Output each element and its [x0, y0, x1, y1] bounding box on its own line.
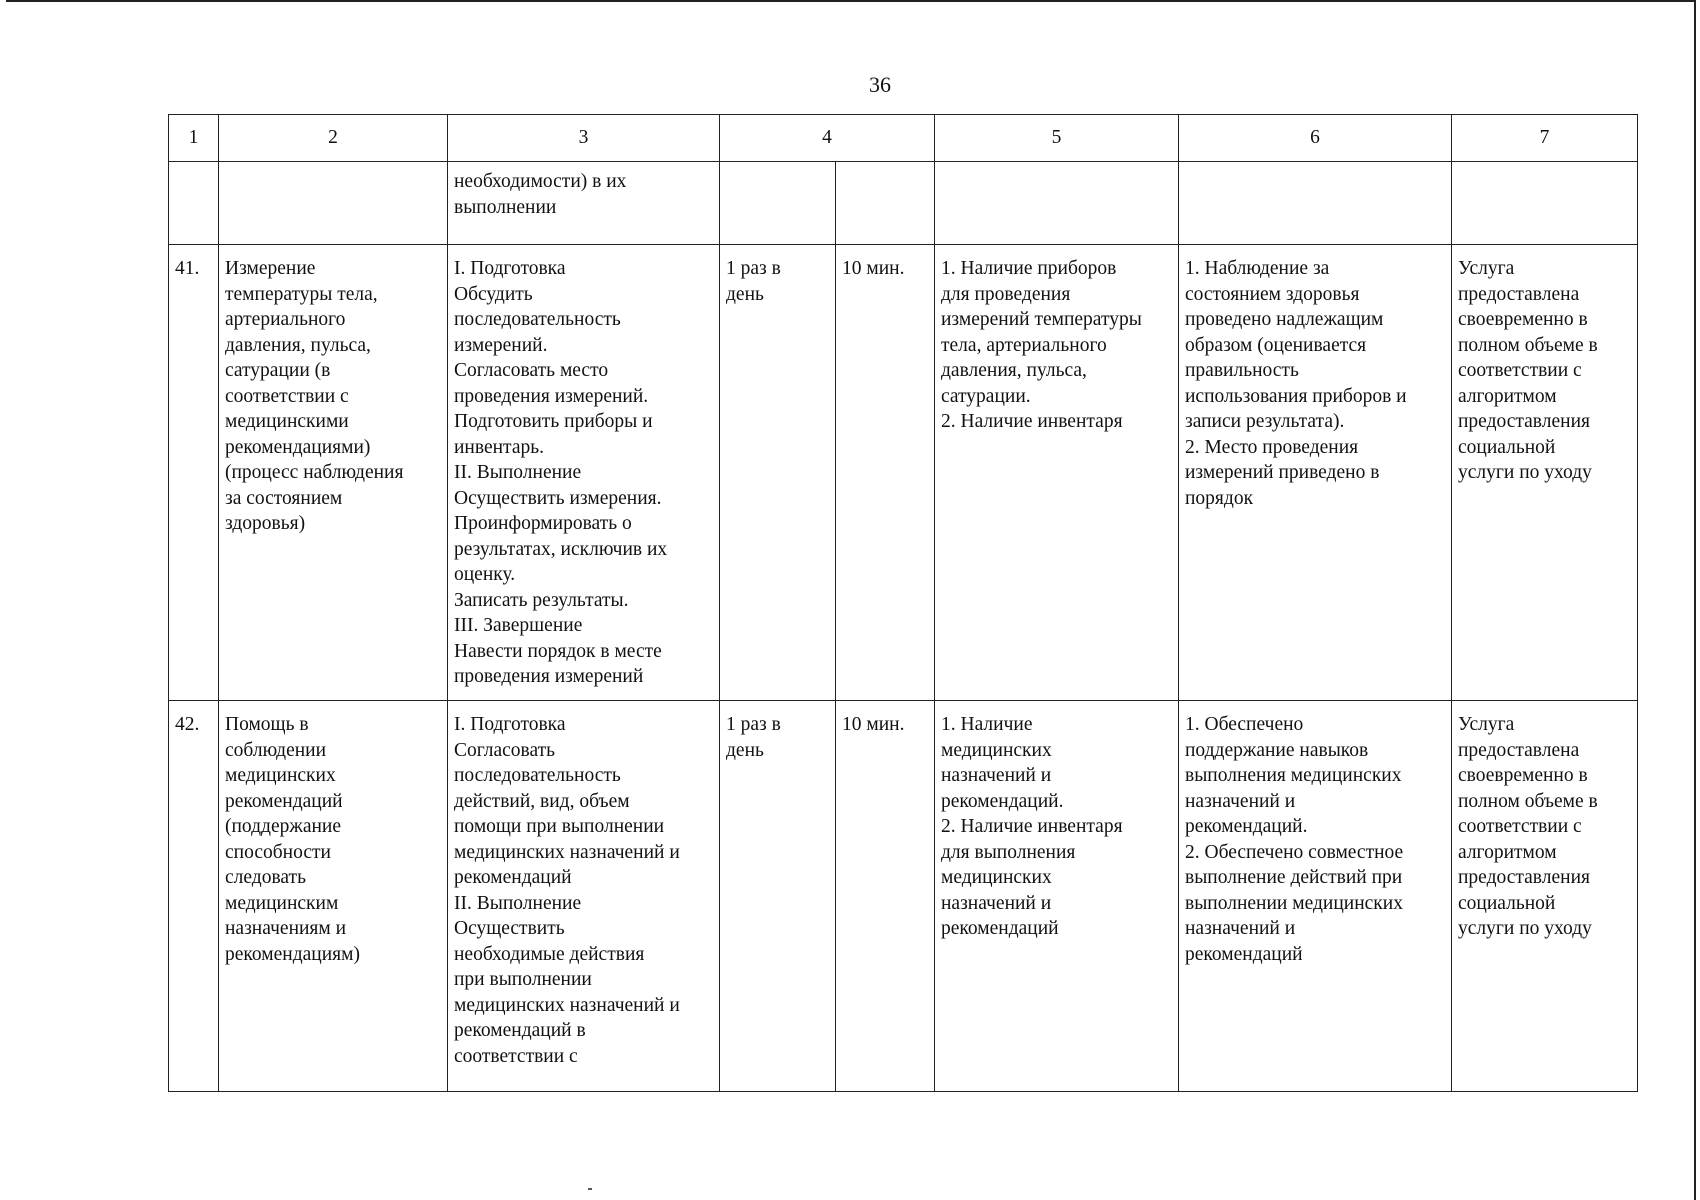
column-header: 2	[219, 115, 448, 162]
scan-border-top	[6, 0, 1694, 2]
service-conditions: 1. Наличие приборов для проведения измерений температуры тела, артериального давления, пульса, сатурации. 2. Наличие инвентаря	[935, 245, 1179, 701]
service-name: Измерение температуры тела, артериального давления, пульса, сатурации (в соответствии с медицинскими рекомендациями) (процесс наблюдения за состоянием здоровья)	[219, 245, 448, 701]
row-number: 41.	[169, 245, 219, 701]
table-cell	[720, 162, 836, 245]
service-conditions: 1. Наличие медицинских назначений и рекомендаций. 2. Наличие инвентаря для выполнения медицинских назначений и рекомендаций	[935, 701, 1179, 1092]
service-frequency: 1 раз в день	[720, 701, 836, 1092]
service-procedure: I. Подготовка Согласовать последовательность действий, вид, объем помощи при выполнении медицинских назначений и рекомендаций II. Выполнение Осуществить необходимые действия при выполнении медицинских назначений и рекомендаций в соответствии с	[448, 701, 720, 1092]
services-table	[168, 114, 1638, 1092]
row-number: 42.	[169, 701, 219, 1092]
table-cell	[1179, 162, 1452, 245]
column-header: 3	[448, 115, 720, 162]
service-result: Услуга предоставлена своевременно в полном объеме в соответствии с алгоритмом предоставления социальной услуги по уходу	[1452, 245, 1638, 701]
scan-border-right	[1694, 0, 1696, 1200]
column-header: 1	[169, 115, 219, 162]
service-result: Услуга предоставлена своевременно в полном объеме в соответствии с алгоритмом предоставления социальной услуги по уходу	[1452, 701, 1638, 1092]
service-name: Помощь в соблюдении медицинских рекомендаций (поддержание способности следовать медицинским назначениям и рекомендациям)	[219, 701, 448, 1092]
scan-speck	[588, 1188, 592, 1190]
quality-indicators: 1. Обеспечено поддержание навыков выполнения медицинских назначений и рекомендаций. 2. Обеспечено совместное выполнение действий при выполнении медицинских назначений и рекомендаций	[1179, 701, 1452, 1092]
quality-indicators: 1. Наблюдение за состоянием здоровья проведено надлежащим образом (оценивается правильность использования приборов и записи результата). 2. Место проведения измерений приведено в порядок	[1179, 245, 1452, 701]
table-row	[169, 701, 1638, 1092]
table-cell	[219, 162, 448, 245]
table-cell	[935, 162, 1179, 245]
table-cell	[1452, 162, 1638, 245]
service-procedure: I. Подготовка Обсудить последовательность измерений. Согласовать место проведения измерений. Подготовить приборы и инвентарь. II. Выполнение Осуществить измерения. Проинформировать о результатах, исключив их оценку. Записать результаты. III. Завершение Навести порядок в месте проведения измерений	[448, 245, 720, 701]
column-header: 4	[720, 115, 935, 162]
page-number: 36	[869, 72, 891, 97]
table-row	[169, 245, 1638, 701]
continuation-procedure-cell: необходимости) в их выполнении	[448, 162, 720, 245]
column-header: 6	[1179, 115, 1452, 162]
column-number-header-row	[169, 115, 1638, 162]
column-header: 7	[1452, 115, 1638, 162]
column-header: 5	[935, 115, 1179, 162]
table-cell	[836, 162, 935, 245]
service-duration: 10 мин.	[836, 245, 935, 701]
service-frequency: 1 раз в день	[720, 245, 836, 701]
service-duration: 10 мин.	[836, 701, 935, 1092]
continuation-row	[169, 162, 1638, 245]
table-cell	[169, 162, 219, 245]
